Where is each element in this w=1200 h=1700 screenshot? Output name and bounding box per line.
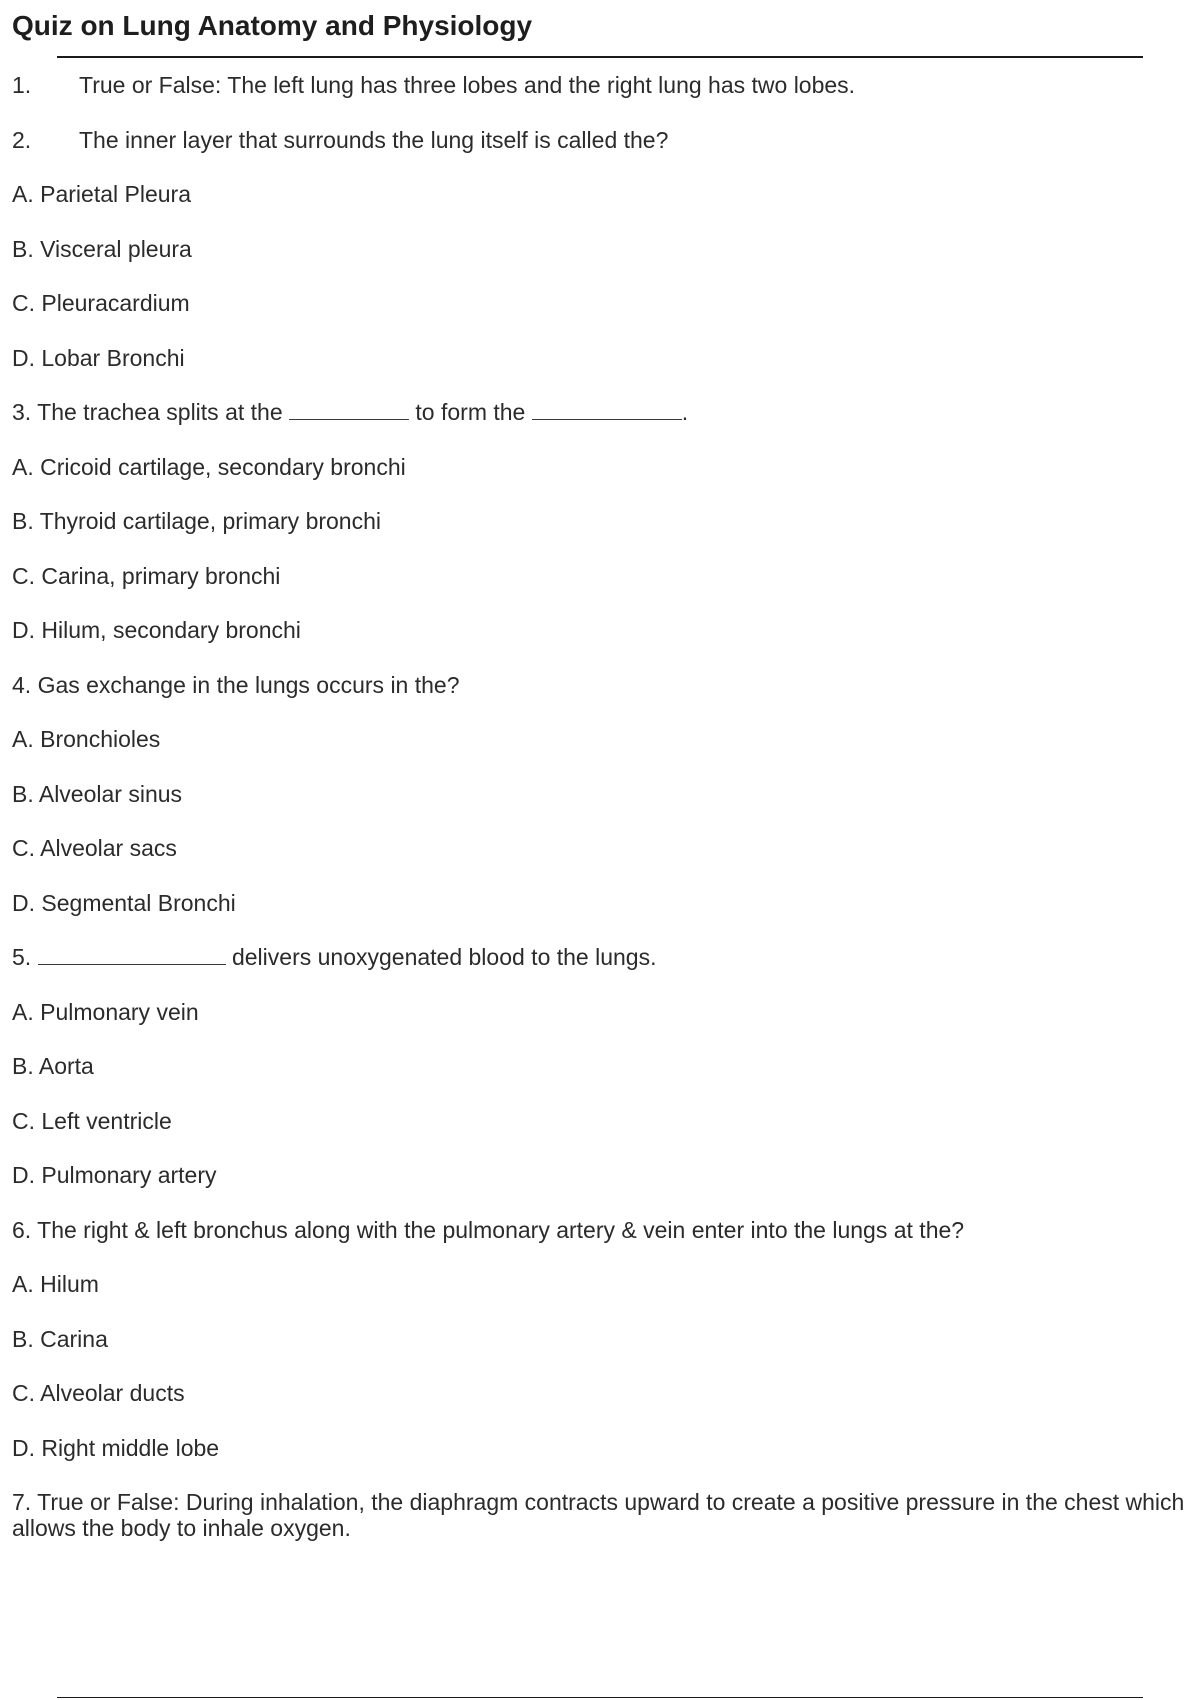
question-3-blank-2 (532, 401, 682, 420)
question-6-option-a: A. Hilum (12, 1271, 99, 1297)
question-3-blank-1 (289, 401, 409, 420)
question-5-option-c: C. Left ventricle (12, 1108, 172, 1134)
question-1 (12, 72, 855, 99)
question-1-text: True or False: The left lung has three lobes and the right lung has two lobes. (79, 72, 856, 98)
question-2-option-c: C. Pleuracardium (12, 290, 190, 316)
page-title: Quiz on Lung Anatomy and Physiology (12, 10, 533, 41)
question-5-number: 5. (12, 944, 32, 970)
question-3-option-c: C. Carina, primary bronchi (12, 563, 281, 589)
question-5-text: delivers unoxygenated blood to the lungs. (231, 944, 657, 970)
question-4-option-b: B. Alveolar sinus (12, 781, 183, 807)
question-5 (12, 944, 657, 971)
question-7: 7. True or False: During inhalation, the diaphragm contracts upward to create a positive pressure in the chest which allows the body to inhale oxygen. (12, 1489, 1185, 1541)
question-4-option-c: C. Alveolar sacs (12, 835, 177, 861)
question-2-option-a: A. Parietal Pleura (12, 181, 191, 207)
question-5-option-a: A. Pulmonary vein (12, 999, 199, 1025)
question-3-text-part2: to form the (415, 399, 526, 425)
question-3 (12, 399, 688, 426)
question-3-text-part1: 3. The trachea splits at the (12, 399, 283, 425)
question-2-option-d: D. Lobar Bronchi (12, 345, 185, 371)
title-underline (57, 56, 1143, 58)
question-3-option-b: B. Thyroid cartilage, primary bronchi (12, 508, 381, 534)
question-2-text: The inner layer that surrounds the lung itself is called the? (79, 127, 669, 153)
question-5-option-d: D. Pulmonary artery (12, 1162, 217, 1188)
question-4-option-a: A. Bronchioles (12, 726, 161, 752)
question-3-text-part3: . (681, 399, 689, 425)
question-5-blank (38, 946, 226, 965)
footer-rule (57, 1697, 1143, 1698)
question-6-option-c: C. Alveolar ducts (12, 1380, 185, 1406)
question-2-option-b: B. Visceral pleura (12, 236, 192, 262)
question-6: 6. The right & left bronchus along with the pulmonary artery & vein enter into the lungs at the? (12, 1217, 965, 1243)
question-3-option-d: D. Hilum, secondary bronchi (12, 617, 301, 643)
question-4-option-d: D. Segmental Bronchi (12, 890, 236, 916)
question-4: 4. Gas exchange in the lungs occurs in the? (12, 672, 460, 698)
question-2 (12, 127, 668, 154)
question-2-number: 2. (12, 127, 32, 153)
question-3-option-a: A. Cricoid cartilage, secondary bronchi (12, 454, 406, 480)
question-6-option-b: B. Carina (12, 1326, 108, 1352)
question-1-number: 1. (12, 72, 32, 98)
question-6-option-d: D. Right middle lobe (12, 1435, 220, 1461)
question-5-option-b: B. Aorta (12, 1053, 94, 1079)
